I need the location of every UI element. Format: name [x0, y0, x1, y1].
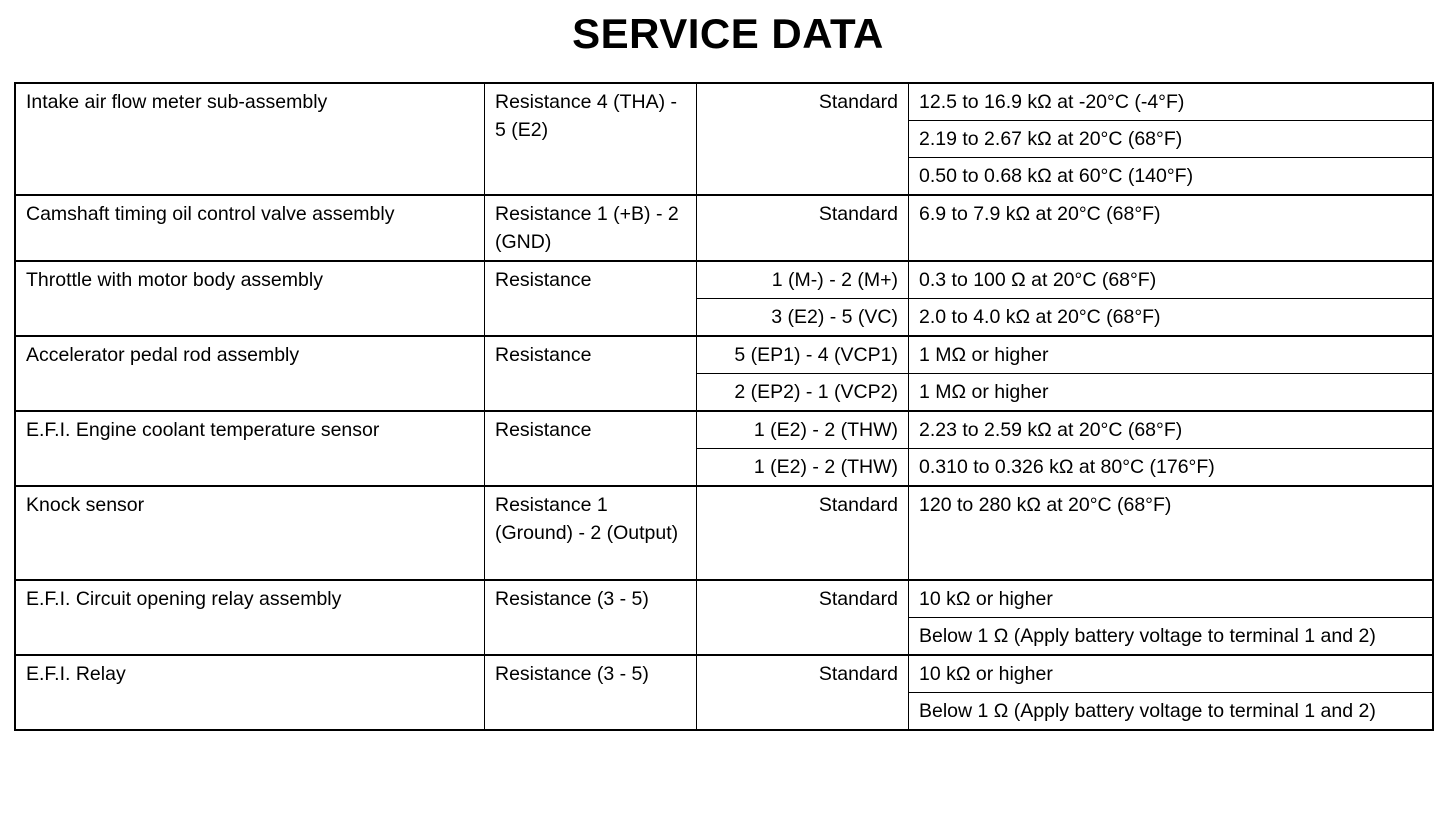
- spec-cell: 2.0 to 4.0 kΩ at 20°C (68°F): [909, 299, 1434, 337]
- table-row-group: [15, 261, 1433, 336]
- spec-cell: 120 to 280 kΩ at 20°C (68°F): [909, 486, 1434, 580]
- component-cell: E.F.I. Engine coolant temperature sensor: [15, 411, 485, 486]
- table-row: [15, 336, 1433, 374]
- spec-cell: 0.50 to 0.68 kΩ at 60°C (140°F): [909, 158, 1434, 196]
- condition-cell: 1 (E2) - 2 (THW): [697, 449, 909, 487]
- table-row: [15, 195, 1433, 261]
- condition-cell: 1 (M-) - 2 (M+): [697, 261, 909, 299]
- item-cell: Resistance: [485, 411, 697, 486]
- component-cell: Throttle with motor body assembly: [15, 261, 485, 336]
- component-cell: E.F.I. Relay: [15, 655, 485, 730]
- service-data-table: [14, 82, 1434, 731]
- item-cell: Resistance 4 (THA) - 5 (E2): [485, 83, 697, 195]
- condition-cell: 3 (E2) - 5 (VC): [697, 299, 909, 337]
- table-row: [15, 261, 1433, 299]
- page-title: SERVICE DATA: [572, 10, 884, 57]
- table-row: [15, 83, 1433, 121]
- spec-cell: Below 1 Ω (Apply battery voltage to terminal 1 and 2): [909, 693, 1434, 731]
- table-row-group: [15, 195, 1433, 261]
- table-row: [15, 411, 1433, 449]
- component-cell: Accelerator pedal rod assembly: [15, 336, 485, 411]
- table-row: [15, 580, 1433, 618]
- item-cell: Resistance: [485, 261, 697, 336]
- component-cell: Knock sensor: [15, 486, 485, 580]
- spec-cell: 12.5 to 16.9 kΩ at -20°C (-4°F): [909, 83, 1434, 121]
- table-row-group: [15, 486, 1433, 580]
- component-cell: Camshaft timing oil control valve assembly: [15, 195, 485, 261]
- spec-cell: 10 kΩ or higher: [909, 655, 1434, 693]
- table-row: [15, 486, 1433, 580]
- table-row-group: [15, 336, 1433, 411]
- spec-cell: 1 MΩ or higher: [909, 374, 1434, 412]
- condition-cell: 2 (EP2) - 1 (VCP2): [697, 374, 909, 412]
- spec-cell: 0.310 to 0.326 kΩ at 80°C (176°F): [909, 449, 1434, 487]
- condition-cell: Standard: [697, 195, 909, 261]
- spec-cell: Below 1 Ω (Apply battery voltage to terminal 1 and 2): [909, 618, 1434, 656]
- spec-cell: 2.19 to 2.67 kΩ at 20°C (68°F): [909, 121, 1434, 158]
- condition-cell: 1 (E2) - 2 (THW): [697, 411, 909, 449]
- table-row: [15, 655, 1433, 693]
- spec-cell: 10 kΩ or higher: [909, 580, 1434, 618]
- item-cell: Resistance: [485, 336, 697, 411]
- table-row-group: [15, 411, 1433, 486]
- condition-cell: Standard: [697, 486, 909, 580]
- item-cell: Resistance (3 - 5): [485, 655, 697, 730]
- item-cell: Resistance (3 - 5): [485, 580, 697, 655]
- component-cell: E.F.I. Circuit opening relay assembly: [15, 580, 485, 655]
- condition-cell: Standard: [697, 580, 909, 655]
- component-cell: Intake air flow meter sub-assembly: [15, 83, 485, 195]
- spec-cell: 0.3 to 100 Ω at 20°C (68°F): [909, 261, 1434, 299]
- item-cell: Resistance 1 (Ground) - 2 (Output): [485, 486, 697, 580]
- table-row-group: [15, 655, 1433, 730]
- spec-cell: 1 MΩ or higher: [909, 336, 1434, 374]
- spec-cell: 2.23 to 2.59 kΩ at 20°C (68°F): [909, 411, 1434, 449]
- condition-cell: Standard: [697, 655, 909, 730]
- item-cell: Resistance 1 (+B) - 2 (GND): [485, 195, 697, 261]
- condition-cell: 5 (EP1) - 4 (VCP1): [697, 336, 909, 374]
- table-row-group: [15, 580, 1433, 655]
- table-row-group: [15, 83, 1433, 195]
- condition-cell: Standard: [697, 83, 909, 195]
- spec-cell: 6.9 to 7.9 kΩ at 20°C (68°F): [909, 195, 1434, 261]
